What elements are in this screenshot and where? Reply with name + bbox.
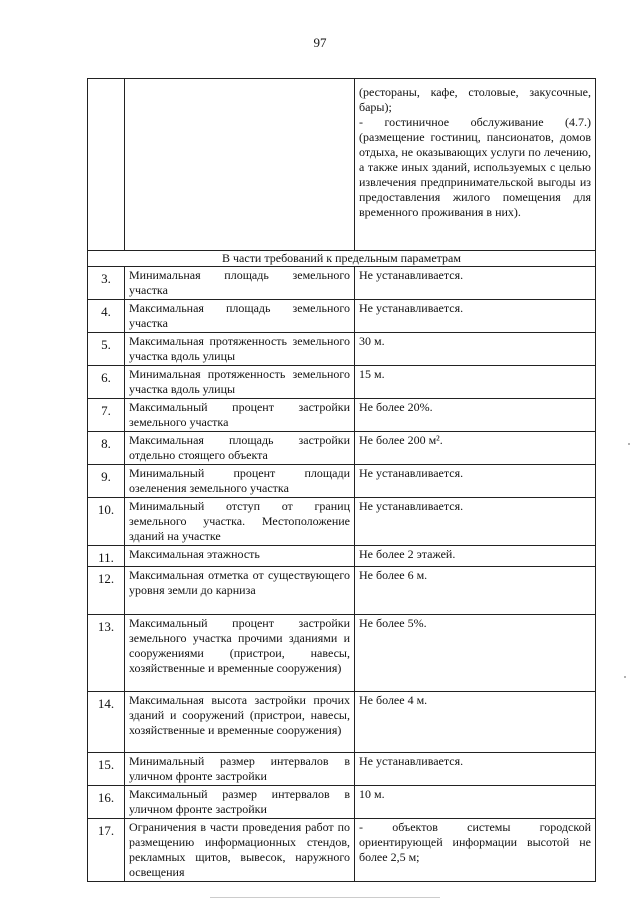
value-cell: 30 м. (355, 333, 596, 366)
table-row (88, 267, 596, 300)
row-number: 6. (88, 366, 125, 399)
requirement-cell: Минимальный размер интервалов в уличном фронте застройки (125, 753, 355, 786)
requirement-cell: Максимальная протяженность земельного участка вдоль улицы (125, 333, 355, 366)
table-row (88, 819, 596, 882)
value-cell: Не более 200 м². (355, 432, 596, 465)
continuation-row (88, 79, 596, 251)
table-row (88, 498, 596, 546)
regulations-table-wrapper (87, 78, 595, 882)
table-row (88, 432, 596, 465)
requirement-cell: Минимальная площадь земельного участка (125, 267, 355, 300)
row-number: 7. (88, 399, 125, 432)
requirement-cell: Минимальный отступ от границ земельного участка. Местоположение зданий на участке (125, 498, 355, 546)
row-number: 10. (88, 498, 125, 546)
table-row (88, 300, 596, 333)
row-number: 15. (88, 753, 125, 786)
requirement-cell: Минимальная протяженность земельного участка вдоль улицы (125, 366, 355, 399)
row-number: 16. (88, 786, 125, 819)
table-row (88, 786, 596, 819)
value-cell: Не устанавливается. (355, 753, 596, 786)
value-cell: Не более 5%. (355, 615, 596, 692)
row-number: 12. (88, 567, 125, 615)
value-cell: Не более 2 этажей. (355, 546, 596, 567)
section-title: В части требований к предельным параметрам (88, 251, 596, 267)
requirement-cell: Минимальный процент площади озеленения земельного участка (125, 465, 355, 498)
row-number: 14. (88, 692, 125, 753)
row-number: 3. (88, 267, 125, 300)
continuation-line: (рестораны, кафе, столовые, закусочные, бары); (359, 85, 591, 114)
table-row (88, 366, 596, 399)
value-cell: 10 м. (355, 786, 596, 819)
row-number: 8. (88, 432, 125, 465)
value-cell: Не устанавливается. (355, 267, 596, 300)
scan-speck (624, 676, 626, 678)
row-number: 9. (88, 465, 125, 498)
table-row (88, 546, 596, 567)
page-number: 97 (313, 35, 327, 50)
value-cell: Не более 20%. (355, 399, 596, 432)
requirement-cell: Максимальный размер интервалов в уличном фронте застройки (125, 786, 355, 819)
requirement-cell: Максимальная площадь земельного участка (125, 300, 355, 333)
requirement-cell: Максимальная отметка от существующего уровня земли до карниза (125, 567, 355, 615)
row-number: 17. (88, 819, 125, 882)
row-number: 4. (88, 300, 125, 333)
continuation-req-cell (125, 79, 355, 251)
table-row (88, 567, 596, 615)
table-row (88, 333, 596, 366)
row-number: 13. (88, 615, 125, 692)
requirement-cell: Максимальная этажность (125, 546, 355, 567)
table-row (88, 753, 596, 786)
table-row (88, 615, 596, 692)
continuation-num-cell (88, 79, 125, 251)
requirement-cell: Максимальная площадь застройки отдельно стоящего объекта (125, 432, 355, 465)
scan-speck (628, 443, 630, 445)
value-cell: Не устанавливается. (355, 498, 596, 546)
regulations-table (87, 78, 596, 882)
continuation-line: - гостиничное обслуживание (4.7.) (размещение гостиниц, пансионатов, домов отдыха, не оказывающих услуги по лечению, а также иных зданий, используемых с целью извлечения предпринимательской выгоды из предоставления жилого помещения для временного проживания в них). (359, 115, 591, 219)
row-number: 5. (88, 333, 125, 366)
value-cell: 15 м. (355, 366, 596, 399)
table-row (88, 399, 596, 432)
requirement-cell: Максимальный процент застройки земельного участка (125, 399, 355, 432)
value-cell: - объектов системы городской ориентирующей информации высотой не более 2,5 м; (355, 819, 596, 882)
value-cell: Не устанавливается. (355, 465, 596, 498)
table-row (88, 465, 596, 498)
row-number: 11. (88, 546, 125, 567)
requirement-cell: Ограничения в части проведения работ по размещению информационных стендов, рекламных щитов, вывесок, наружного освещения (125, 819, 355, 882)
continuation-text-cell (355, 79, 596, 251)
value-cell: Не устанавливается. (355, 300, 596, 333)
scan-edge-line (210, 897, 440, 898)
table-row (88, 692, 596, 753)
value-cell: Не более 6 м. (355, 567, 596, 615)
value-cell: Не более 4 м. (355, 692, 596, 753)
requirement-cell: Максимальный процент застройки земельного участка прочими зданиями и сооружениями (пристрои, навесы, хозяйственные и временные сооружения) (125, 615, 355, 692)
requirement-cell: Максимальная высота застройки прочих зданий и сооружений (пристрои, навесы, хозяйственные и временные сооружения) (125, 692, 355, 753)
section-title-row (88, 251, 596, 267)
